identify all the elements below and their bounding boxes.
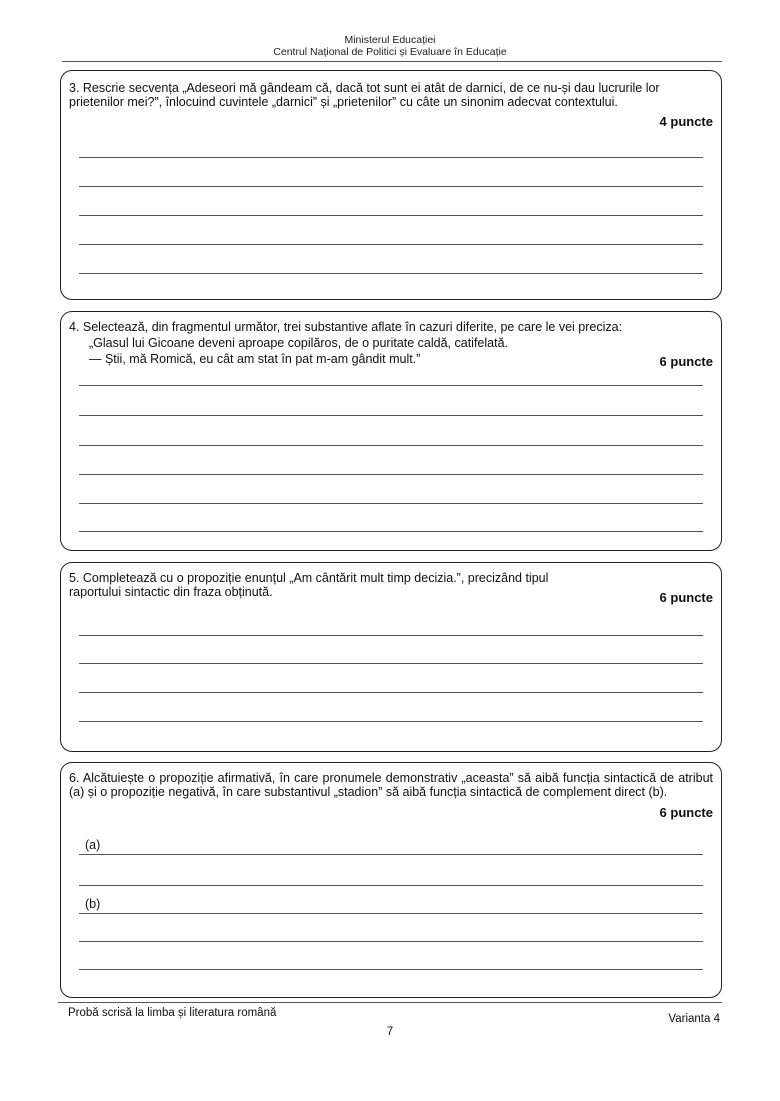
answer-line[interactable] [79,273,703,274]
question-4-text: 4. Selectează, din fragmentul următor, trei substantive aflate în cazuri diferite, pe care le vei preciza: [69,320,623,334]
question-5-points: 6 puncte [659,590,713,605]
question-6-text: 6. Alcătuiește o propoziție afirmativă, în care pronumele demonstrativ „aceasta” să aibă funcția sintactică de atribut (a) și o propoziție negativă, în care substantivul „stadion” să aibă funcția sintactică de complement direct (b). [69,771,713,799]
question-3-text: 3. Rescrie secvența „Adeseori mă gândeam că, dacă tot sunt ei atât de darnici, de ce nu-și dau lucrurile lor prietenilor mei?”, înlocuind cuvintele „darnici” și „prietenilor” cu câte un sinonim adecvat contextului. [69,81,660,109]
question-4-box [60,311,722,551]
answer-line[interactable] [79,969,703,970]
question-5-box [60,562,722,752]
answer-line[interactable] [79,503,703,504]
question-5-text: 5. Completează cu o propoziție enunțul „Am cântărit mult timp decizia.”, precizând tipul raportului sintactic din fraza obținută. [69,571,549,599]
answer-line[interactable] [79,415,703,416]
footer-variant: Varianta 4 [668,1013,720,1025]
answer-line[interactable] [79,941,703,942]
header-center: Centrul Național de Politici și Evaluare în Educație [273,46,507,58]
question-6-box [60,762,722,998]
answer-line[interactable] [79,474,703,475]
page-number: 7 [386,1026,394,1038]
answer-label-b: (b) [85,897,101,911]
question-4-quote-line-1: „Glasul lui Gicoane deveni aproape copilăros, de o puritate caldă, catifelată. [89,336,509,350]
question-6-points: 6 puncte [659,805,713,820]
answer-line[interactable] [79,385,703,386]
footer-rule [58,1002,722,1003]
answer-line-b[interactable] [79,913,703,914]
answer-line[interactable] [79,215,703,216]
answer-line[interactable] [79,186,703,187]
footer-exam-name: Probă scrisă la limba și literatura română [68,1007,277,1019]
answer-line-a[interactable] [79,854,703,855]
answer-label-a: (a) [85,838,101,852]
answer-line[interactable] [79,635,703,636]
answer-line[interactable] [79,692,703,693]
header-ministry: Ministerul Educației [344,34,436,46]
question-4-points: 6 puncte [659,354,713,369]
answer-line[interactable] [79,721,703,722]
answer-line[interactable] [79,531,703,532]
question-3-points: 4 puncte [659,114,713,129]
answer-line[interactable] [79,157,703,158]
answer-line[interactable] [79,663,703,664]
answer-line[interactable] [79,885,703,886]
answer-line[interactable] [79,244,703,245]
header-rule [62,61,722,62]
question-3-box [60,70,722,300]
answer-line[interactable] [79,445,703,446]
question-4-quote-line-2: — Știi, mă Romică, eu cât am stat în pat m-am gândit mult.” [89,352,421,366]
